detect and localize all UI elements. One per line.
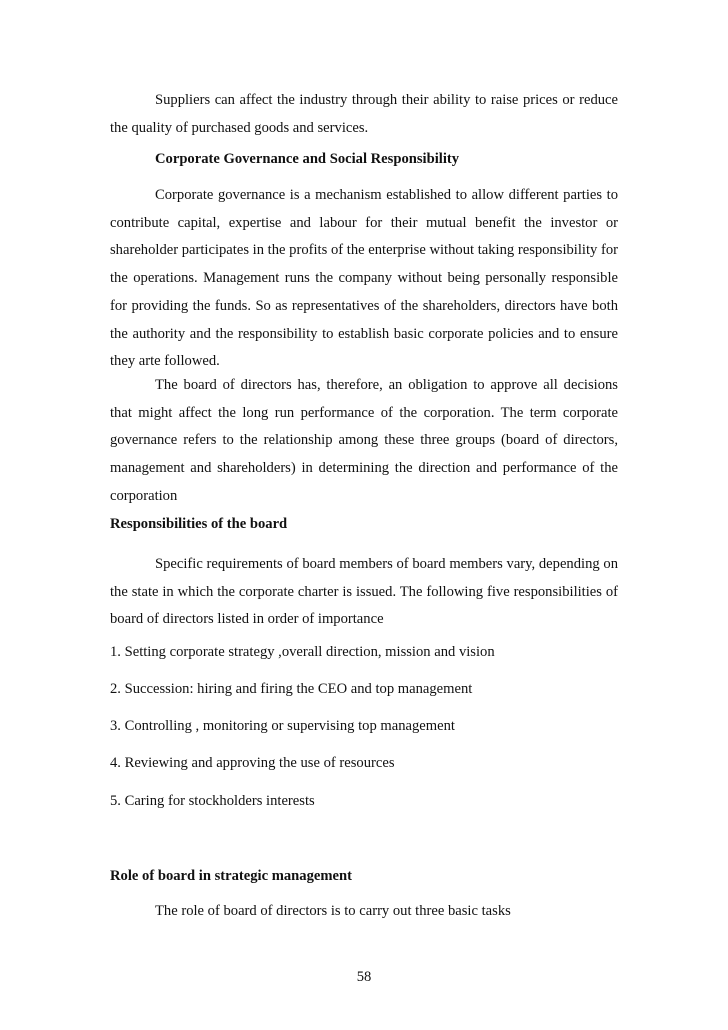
list-item: 2. Succession: hiring and firing the CEO and top management <box>110 681 473 697</box>
heading-role-of-board: Role of board in strategic management <box>110 868 352 884</box>
page-number: 58 <box>356 969 372 985</box>
paragraph-suppliers: Suppliers can affect the industry through their ability to raise prices or reduce the quality of purchased goods and services. <box>110 92 618 136</box>
heading-corporate-governance: Corporate Governance and Social Responsibility <box>155 151 460 167</box>
heading-responsibilities: Responsibilities of the board <box>110 516 288 532</box>
paragraph-corporate-governance: Corporate governance is a mechanism established to allow different parties to contribute capital, expertise and labour for their mutual benefit the investor or shareholder participates in the profits of the enterprise without taking responsibility for the operations. Management runs the company without being personally responsible for providing the funds. So as representatives of the shareholders, directors have both the authority and the responsibility to establish basic corporate policies and to ensure they arte followed. <box>110 187 618 370</box>
list-item: 1. Setting corporate strategy ,overall direction, mission and vision <box>110 644 495 660</box>
paragraph-board-of-directors: The board of directors has, therefore, an obligation to approve all decisions that might affect the long run performance of the corporation. The term corporate governance refers to the relationship among these three groups (board of directors, management and shareholders) in determining the direction and performance of the corporation <box>110 377 618 504</box>
list-item: 5. Caring for stockholders interests <box>110 793 315 809</box>
paragraph-role-of-board: The role of board of directors is to carry out three basic tasks <box>155 903 511 919</box>
paragraph-responsibilities: Specific requirements of board members of board members vary, depending on the state in which the corporate charter is issued. The following five responsibilities of board of directors listed in order of importance <box>110 556 618 628</box>
list-item: 4. Reviewing and approving the use of resources <box>110 755 395 771</box>
list-item: 3. Controlling , monitoring or supervising top management <box>110 718 455 734</box>
